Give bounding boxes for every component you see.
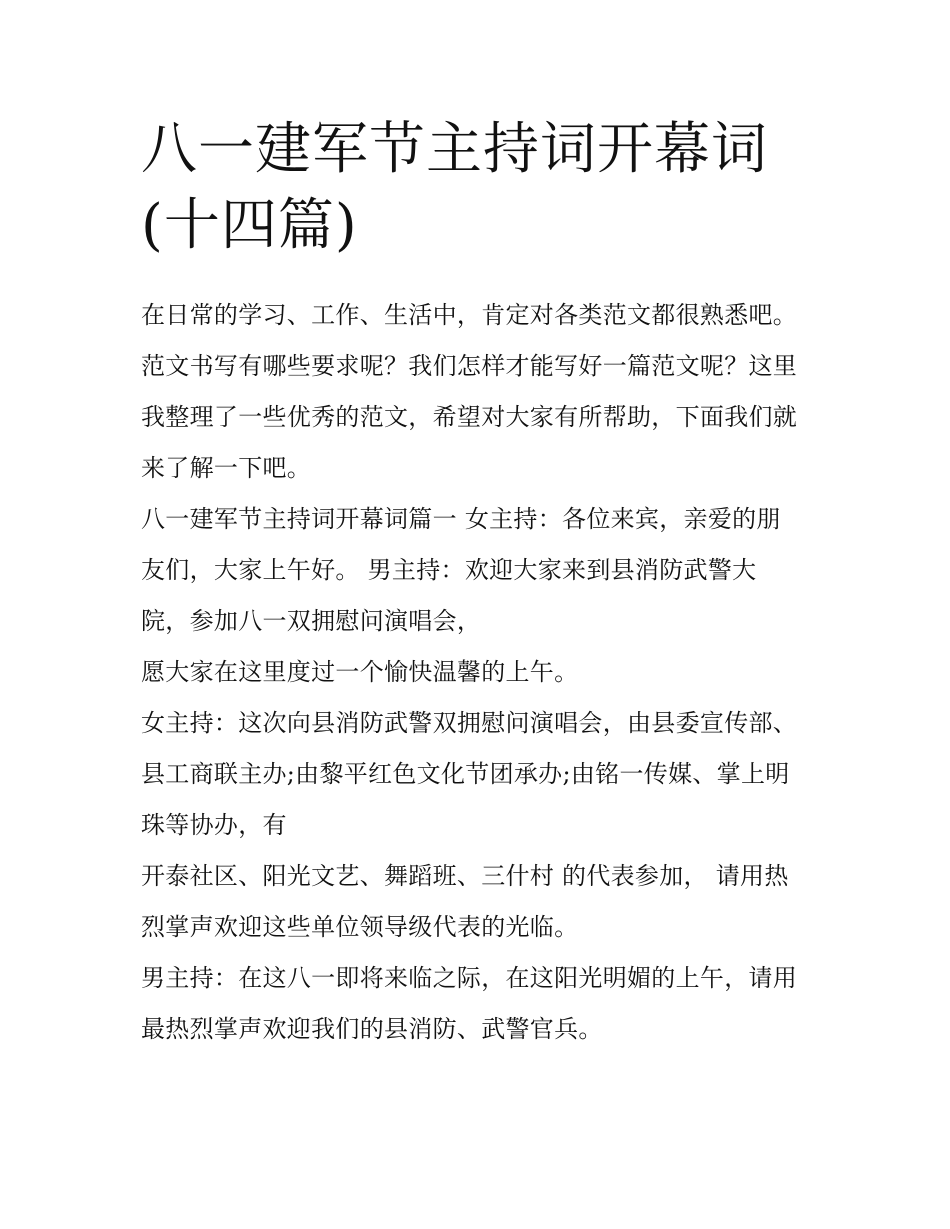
document-content	[141, 112, 831, 1055]
body-line: 在日常的学习、工作、生活中，肯定对各类范文都很熟悉吧。	[141, 301, 798, 329]
body-line: 最热烈掌声欢迎我们的县消防、武警官兵。	[141, 1015, 603, 1043]
body-line: 男主持：在这八一即将来临之际，在这阳光明媚的上午，请用	[141, 964, 798, 992]
body-line: 院，参加八一双拥慰问演唱会，	[141, 607, 482, 635]
body-line: 开泰社区、阳光文艺、舞蹈班、三什村 的代表参加， 请用热	[141, 862, 789, 890]
body-line: 我整理了一些优秀的范文，希望对大家有所帮助，下面我们就	[141, 403, 798, 431]
body-line: 县工商联主办;由黎平红色文化节团承办;由铭一传媒、掌上明	[141, 760, 790, 788]
body-line: 女主持：这次向县消防武警双拥慰问演唱会，由县委宣传部、	[141, 709, 798, 737]
document-body	[141, 290, 831, 1055]
body-line: 来了解一下吧。	[141, 454, 312, 482]
document-title: 八一建军节主持词开幕词(十四篇)	[141, 117, 768, 258]
body-line: 范文书写有哪些要求呢？我们怎样才能写好一篇范文呢？这里	[141, 352, 798, 380]
body-line: 八一建军节主持词开幕词篇一 女主持：各位来宾，亲爱的朋	[141, 505, 781, 533]
body-line: 烈掌声欢迎这些单位领导级代表的光临。	[141, 913, 579, 941]
body-line: 珠等协办，有	[141, 811, 287, 839]
body-line: 愿大家在这里度过一个愉快温馨的上午。	[141, 658, 579, 686]
body-line: 友们，大家上午好。 男主持：欢迎大家来到县消防武警大	[141, 556, 757, 584]
